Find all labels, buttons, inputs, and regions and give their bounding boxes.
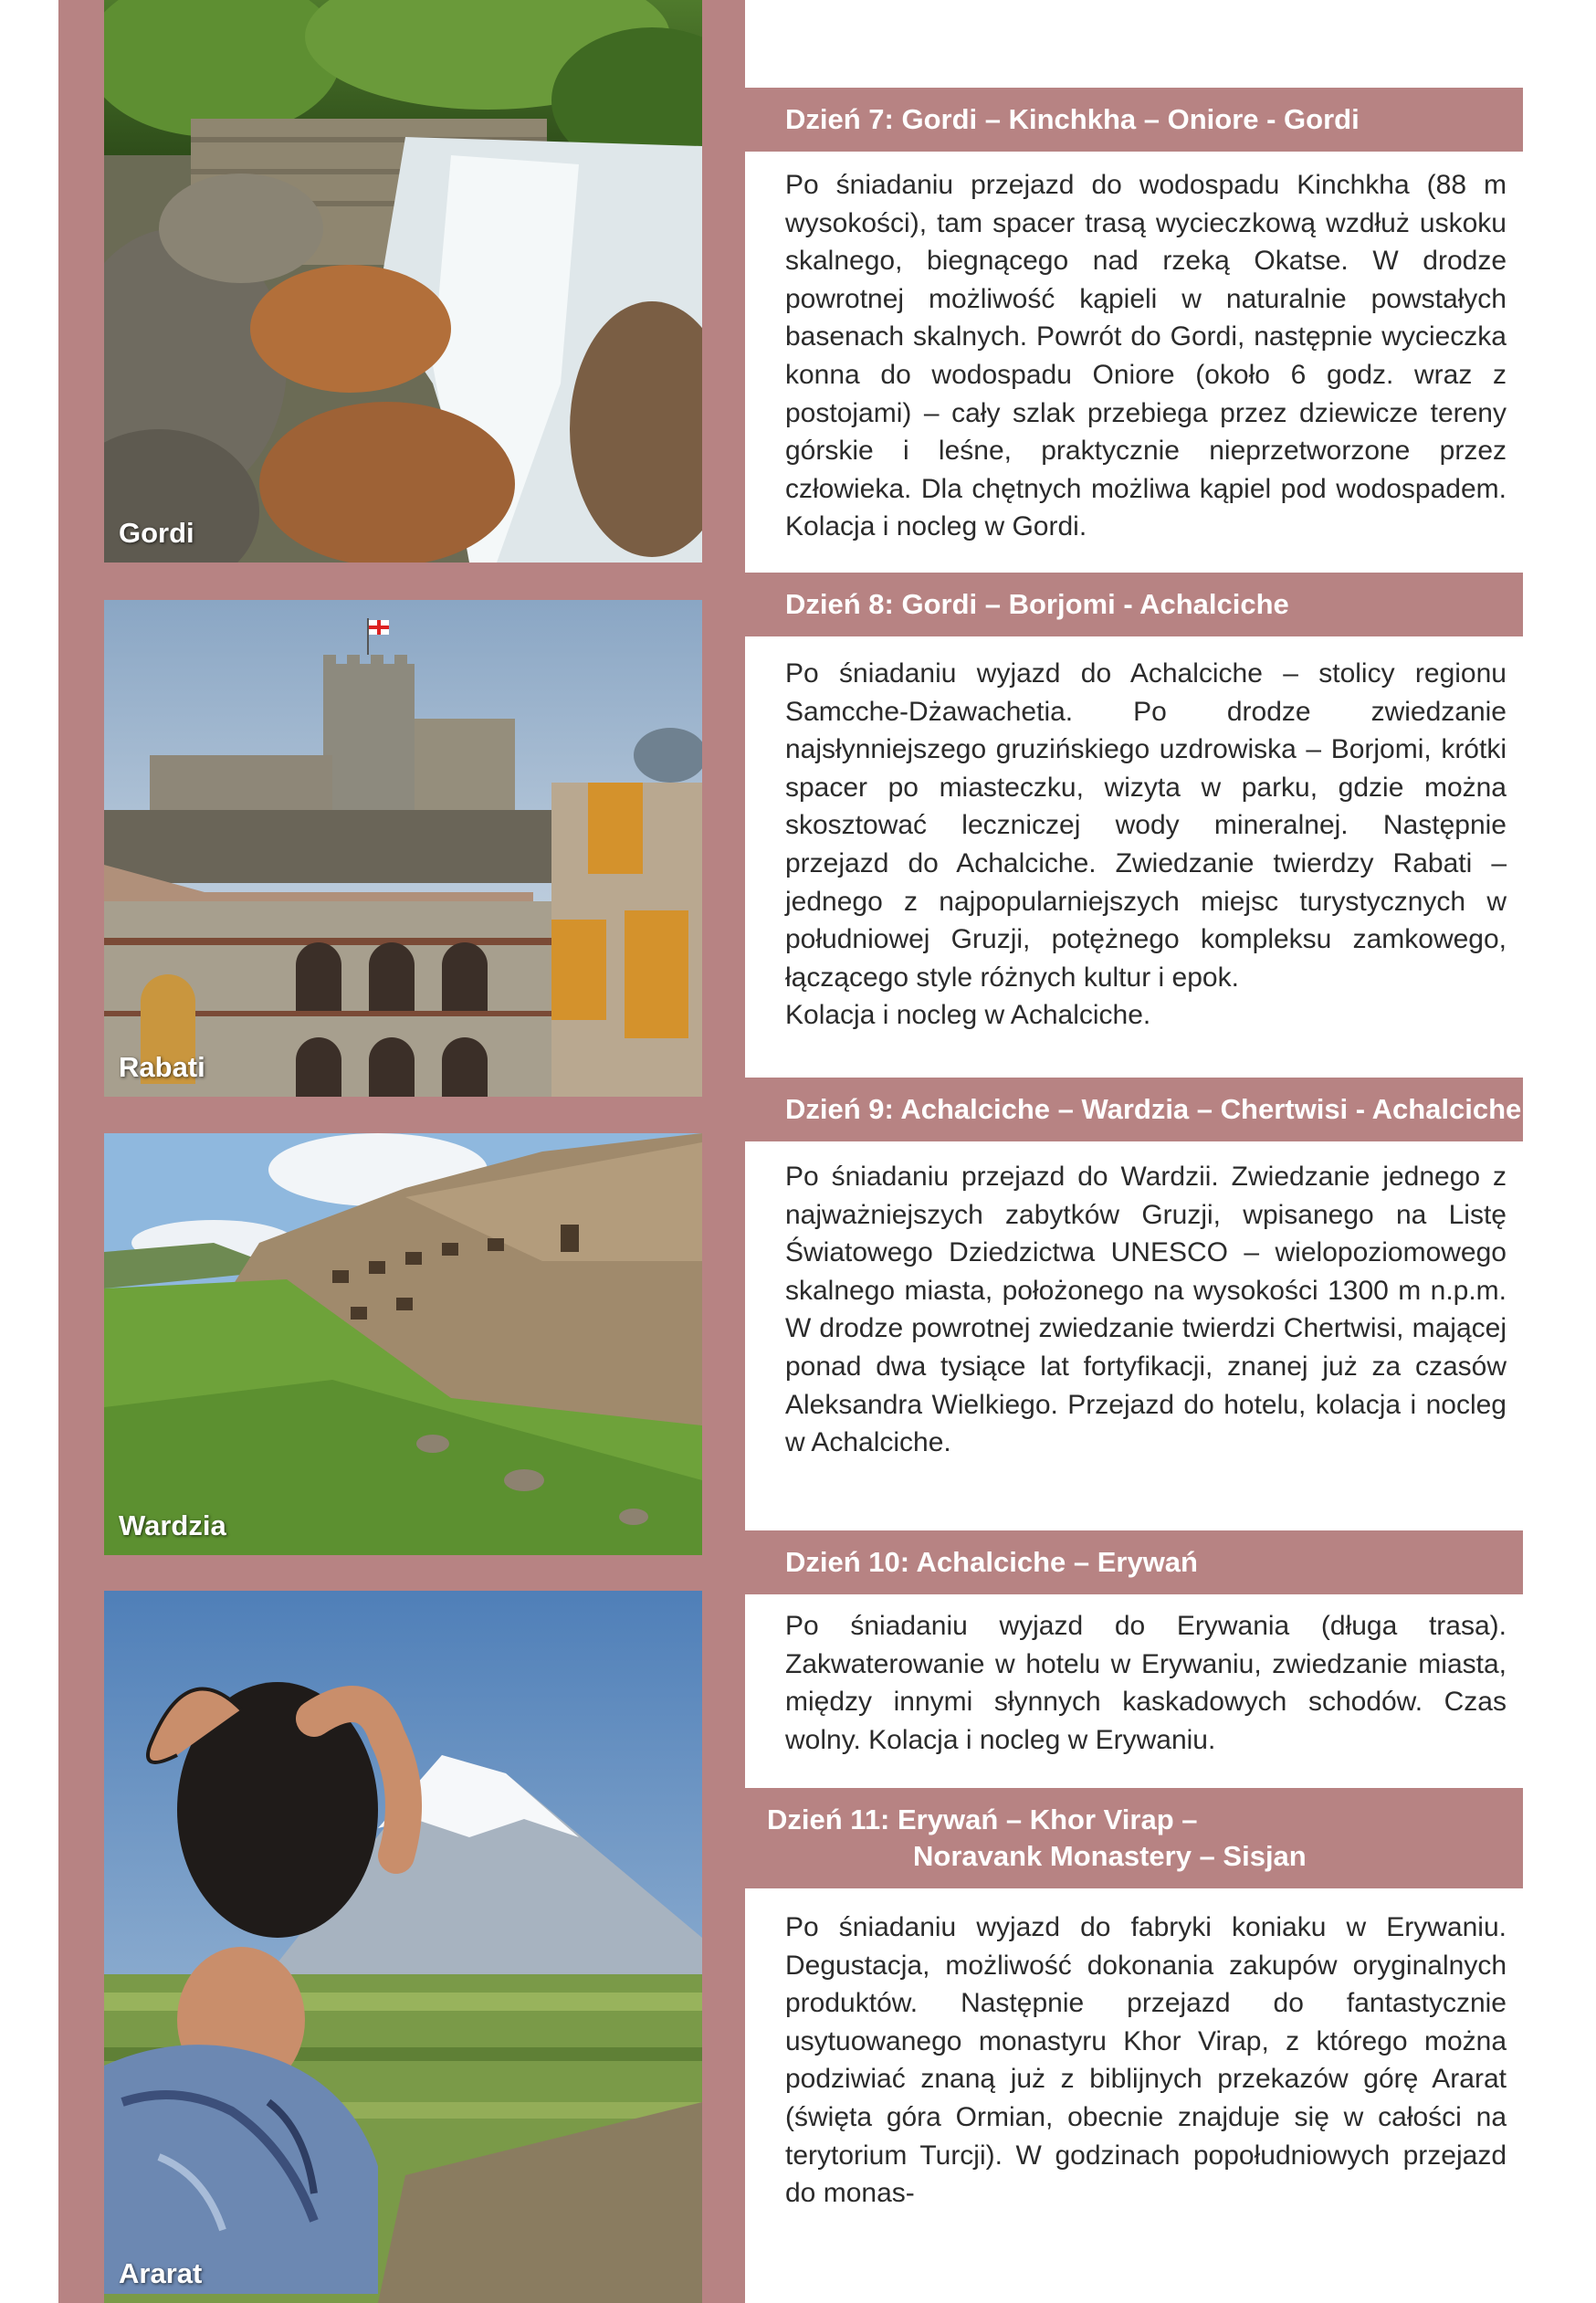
day-9-header [745,1078,1523,1141]
day-11-title-line-1: Dzień 11: Erywań – Khor Virap – [767,1803,1198,1835]
day-10-description: Po śniadaniu wyjazd do Erywania (długa trasa). Zakwaterowanie w hotelu w Erywaniu, zwiedzanie miasta, między innymi słynnych kaskadowych schodów. Czas wolny. Kolacja i nocleg w Erywaniu. [785,1611,1507,1755]
day-8-title: Dzień 8: Gordi – Borjomi - Achalciche [785,588,1289,620]
mountain-photo [104,1591,702,2303]
day-7-title: Dzień 7: Gordi – Kinchkha – Oniore - Gordi [785,103,1360,135]
day-7-header [745,88,1523,152]
fortress-illustration [104,600,702,1097]
waterfall-illustration [104,0,702,563]
day-9-title: Dzień 9: Achalciche – Wardzia – Chertwisi - Achalciche [785,1093,1522,1125]
photo-caption-rabati: Rabati [119,1051,205,1083]
day-8-description [785,655,1507,1035]
cave-city-illustration [104,1133,702,1555]
day-11-header [745,1788,1523,1888]
day-11-description: Po śniadaniu wyjazd do fabryki koniaku w Erywaniu. Degustacja, możliwość dokonania zakupów oryginalnych produktów. Następnie przejazd do fantastycznie usytuowanego monastyru Khor Virap, z którego można podziwiać znaną już z biblijnych przekazów górę Ararat (święta góra Ormian, obecnie znajduje się w całości na terytorium Turcji). W godzinach popołudniowych przejazd do monas- [785,1912,1507,2209]
day-10-title: Dzień 10: Achalciche – Erywań [785,1546,1198,1578]
photo-caption-wardzia: Wardzia [119,1509,226,1541]
photo-caption-gordi: Gordi [119,517,194,549]
day-7-description: Po śniadaniu przejazd do wodospadu Kinchkha (88 m wysokości), tam spacer trasą wycieczkową wzdłuż uskoku skalnego, biegnącego nad rzeką Okatse. W drodze powrotnej możliwość kąpieli w naturalnie powstałych basenach skalnych. Powrót do Gordi, następnie wycieczka konna do wodospadu Oniore (około 6 godz. wraz z postojami) – cały szlak przebiega przez dziewicze tereny górskie i leśne, praktycznie nieprzetworzone przez człowieka. Dla chętnych możliwa kąpiel pod wodospadem. Kolacja i nocleg w Gordi. [785,170,1507,542]
day-10-header [745,1530,1523,1594]
fortress-photo [104,600,702,1097]
day-8-description-end: Kolacja i nocleg w Achalciche. [785,1000,1151,1031]
day-8-header [745,573,1523,636]
cave-city-photo [104,1133,702,1555]
day-8-description-main: Po śniadaniu wyjazd do Achalciche – stolicy regionu Samcche-Dżawachetia. Po drodze zwiedzanie najsłynniejszego gruzińskiego uzdrowiska – Borjomi, krótki spacer po miasteczku, wizyta w parku, gdzie można skosztować leczniczej wody mineralnej. Następnie przejazd do Achalciche. Zwiedzanie twierdzy Rabati – jednego z najpopularniejszych miejsc turystycznych w południowej Gruzji, potężnego kompleksu zamkowego, łączącego style różnych kultur i epok. [785,658,1507,993]
photo-caption-ararat: Ararat [119,2257,203,2289]
day-11-title-line-2: Noravank Monastery – Sisjan [913,1840,1307,1872]
day-9-description: Po śniadaniu przejazd do Wardzii. Zwiedzanie jednego z najważniejszych zabytków Gruzji, wpisanego na Listę Światowego Dziedzictwa UNESCO – wielopoziomowego skalnego miasta, położonego na wysokości 1300 m n.p.m. W drodze powrotnej zwiedzanie twierdzi Chertwisi, mającej ponad dwa tysiące lat fortyfikacji, znanej już za czasów Aleksandra Wielkiego. Przejazd do hotelu, kolacja i nocleg w Achalciche. [785,1162,1507,1458]
waterfall-photo [104,0,702,563]
mountain-illustration [104,1591,702,2303]
